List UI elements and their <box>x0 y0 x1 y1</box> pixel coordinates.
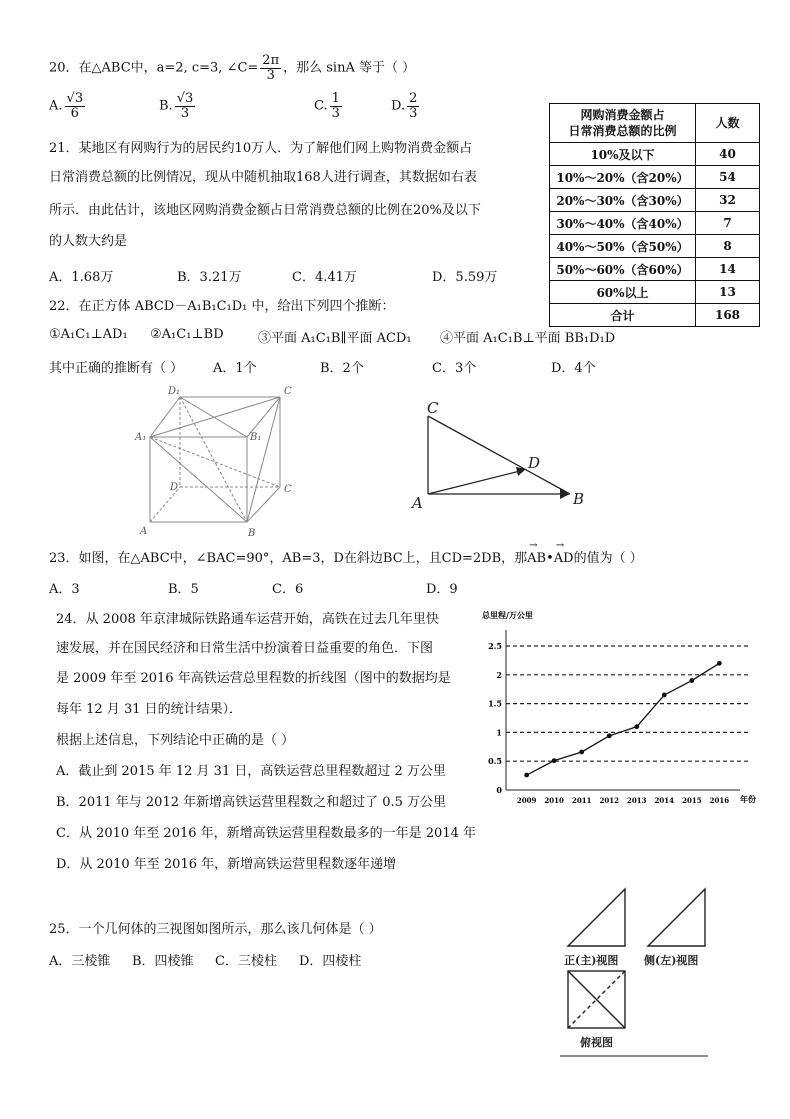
q21-option-a: A．1.68万 <box>49 270 114 285</box>
q22-option-d: D．4个 <box>551 361 596 376</box>
q20-angle-fraction: $\frac{2\pi}{3}$ <box>262 53 280 83</box>
cube-label-c: C <box>284 484 292 495</box>
chart-x-tick-label: 2012 <box>599 796 619 805</box>
q22-option-b: B．2个 <box>320 361 364 376</box>
q22-claim-2: ②A₁C₁⊥BD <box>150 327 224 342</box>
chart-y-tick-label: 1.5 <box>488 698 502 709</box>
triangle-label-d: D <box>528 454 541 472</box>
cube-label-b1: B₁ <box>250 432 262 443</box>
chart-x-tick-label: 2013 <box>627 796 647 805</box>
cube-label-a: A <box>140 526 148 537</box>
cube-label-d: D <box>170 482 179 493</box>
consumption-ratio-table <box>549 103 760 327</box>
q22-option-a: A．1个 <box>213 361 257 376</box>
q21-line-1: 21．某地区有网购行为的居民约10万人．为了解他们网上购物消费金额占 <box>49 141 473 156</box>
table-row: 50%～60%（含60%） 14 <box>550 258 760 281</box>
chart-ylabel: 总里程/万公里 <box>482 610 533 620</box>
q22-claim-1: ①A₁C₁⊥AD₁ <box>49 327 128 342</box>
q24-line-5: 根据上述信息，下列结论中正确的是（ ） <box>56 733 295 748</box>
q25-option-d: D．四棱柱 <box>299 954 362 969</box>
chart-data-point <box>607 733 612 738</box>
chart-y-tick-label: 0 <box>496 785 502 795</box>
triangle-vector-figure <box>410 398 600 510</box>
chart-y-tick-label: 2.5 <box>488 641 502 651</box>
q20-stem <box>49 54 415 82</box>
q24-line-3: 是 2009 年至 2016 年高铁运营总里程数的折线图（图中的数据均是 <box>56 671 451 686</box>
q23-option-b: B．5 <box>168 582 199 597</box>
chart-y-tick-label: 0.5 <box>488 756 502 767</box>
q21-line-4: 的人数大约是 <box>49 234 128 249</box>
q23-option-d: D．9 <box>426 582 458 597</box>
q24-option-b: B．2011 年与 2012 年新增高铁运营里程数之和超过了 0.5 万公里 <box>56 795 447 810</box>
rail-mileage-line-chart <box>482 608 772 808</box>
q20-option-b: B. $\frac{√3}{3}$ <box>159 91 194 121</box>
q25-stem: 25．一个几何体的三视图如图所示，那么该几何体是（ ） <box>49 922 382 937</box>
front-view-triangle <box>568 889 625 946</box>
table-row: 10%及以下 40 <box>550 143 760 166</box>
front-view-label: 正(主)视图 <box>564 954 619 967</box>
q20-option-a: A. $\frac{√3}{6}$ <box>49 91 84 121</box>
side-view-label: 侧(左)视图 <box>644 954 699 967</box>
header-ratio: 网购消费金额占 日常消费总额的比例 <box>550 104 696 143</box>
chart-x-tick-label: 2014 <box>654 796 675 805</box>
cube-figure <box>130 382 305 542</box>
q21-option-c: C．4.41万 <box>292 270 357 285</box>
q20-option-c: C. $\frac{1}{3}$ <box>314 91 340 121</box>
cube-label-b: B <box>248 528 256 539</box>
table-row: 20%～30%（含30%） 32 <box>550 189 760 212</box>
triangle-label-b: B <box>573 490 585 508</box>
chart-x-tick-label: 2011 <box>571 796 592 805</box>
q24-line-4: 每年 12 月 31 日的统计结果）． <box>56 702 243 717</box>
chart-x-tick-label: 2009 <box>516 796 537 805</box>
q25-option-a: A．三棱锥 <box>49 954 111 969</box>
chart-x-tick-label: 2010 <box>544 796 564 805</box>
q23-option-c: C．6 <box>272 582 304 597</box>
triangle-label-a: A <box>412 494 423 512</box>
cube-label-d1: D₁ <box>168 386 181 397</box>
top-view-label: 俯视图 <box>580 1036 613 1049</box>
table-row: 30%～40%（含40%） 7 <box>550 212 760 235</box>
chart-y-tick-label: 1 <box>496 727 502 738</box>
q21-option-d: D．5.59万 <box>432 270 498 285</box>
chart-data-point <box>689 678 694 683</box>
cube-label-a1: A₁ <box>135 432 147 443</box>
table-header <box>550 104 760 143</box>
cube-label-c1: C <box>284 386 292 397</box>
q24-option-a: A．截止到 2015 年 12 月 31 日，高铁运营总里程数超过 2 万公里 <box>56 764 446 779</box>
chart-data-point <box>579 750 584 755</box>
q20-suffix: ，那么 sinA 等于（ ） <box>283 60 416 76</box>
q21-line-2: 日常消费总额的比例情况，现从中随机抽取168人进行调查，其数据如右表 <box>49 170 477 185</box>
q23-option-a: A．3 <box>49 582 80 597</box>
q24-option-c: C．从 2010 年至 2016 年，新增高铁运营里程数最多的一年是 2014 年 <box>56 826 476 841</box>
three-views-figure <box>560 886 720 1066</box>
q22-claim-3: ③平面 A₁C₁B∥平面 ACD₁ <box>258 331 412 346</box>
table-row: 10%～20%（含20%） 54 <box>550 166 760 189</box>
q24-option-d: D．从 2010 年至 2016 年，新增高铁运营里程数逐年递增 <box>56 857 397 872</box>
side-view-triangle <box>648 889 705 946</box>
chart-data-point <box>552 758 557 763</box>
q21-line-3: 所示．由此估计，该地区网购消费金额占日常消费总额的比例在20%及以下 <box>49 203 481 218</box>
chart-x-tick-label: 2016 <box>709 796 730 805</box>
q21-option-b: B．3.21万 <box>177 270 242 285</box>
header-count: 人数 <box>696 104 760 143</box>
q24-line-2: 速发展，并在国民经济和日常生活中扮演着日益重要的角色．下图 <box>56 641 434 656</box>
q20-prefix: 20．在△ABC中，a=2, c=3, ∠C= <box>49 60 259 76</box>
q22-option-c: C．3个 <box>432 361 477 376</box>
vector-ab: → AB <box>527 551 546 566</box>
chart-data-point <box>717 661 722 666</box>
q23-stem: 23．如图，在△ABC中，∠BAC=90°，AB=3，D在斜边BC上，且CD=2DB，那→ AB•→ AD的值为（ ） <box>49 547 643 566</box>
chart-y-tick-label: 2 <box>496 669 502 680</box>
q25-option-c: C．三棱柱 <box>215 954 277 969</box>
q20-option-d: D. $\frac{2}{3}$ <box>391 91 418 121</box>
chart-data-point <box>634 724 639 729</box>
chart-xlabel: 年份 <box>740 794 756 804</box>
chart-data-point <box>662 693 667 698</box>
chart-x-tick-label: 2015 <box>682 796 702 805</box>
q22-stem: 22．在正方体 ABCD－A₁B₁C₁D₁ 中，给出下列四个推断： <box>49 299 395 314</box>
vector-ad: → AD <box>554 551 574 566</box>
q22-claim-4: ④平面 A₁C₁B⊥平面 BB₁D₁D <box>440 331 616 346</box>
q25-option-b: B．四棱锥 <box>132 954 194 969</box>
triangle-label-c: C <box>427 399 439 417</box>
q24-line-1: 24．从 2008 年京津城际铁路通车运营开始，高铁在过去几年里快 <box>56 612 439 627</box>
table-row: 40%～50%（含50%） 8 <box>550 235 760 258</box>
table-row: 合计 168 <box>550 304 760 327</box>
chart-data-point <box>524 773 529 778</box>
table-row: 60%以上 13 <box>550 281 760 304</box>
q22-ask: 其中正确的推断有（ ） <box>49 361 184 376</box>
